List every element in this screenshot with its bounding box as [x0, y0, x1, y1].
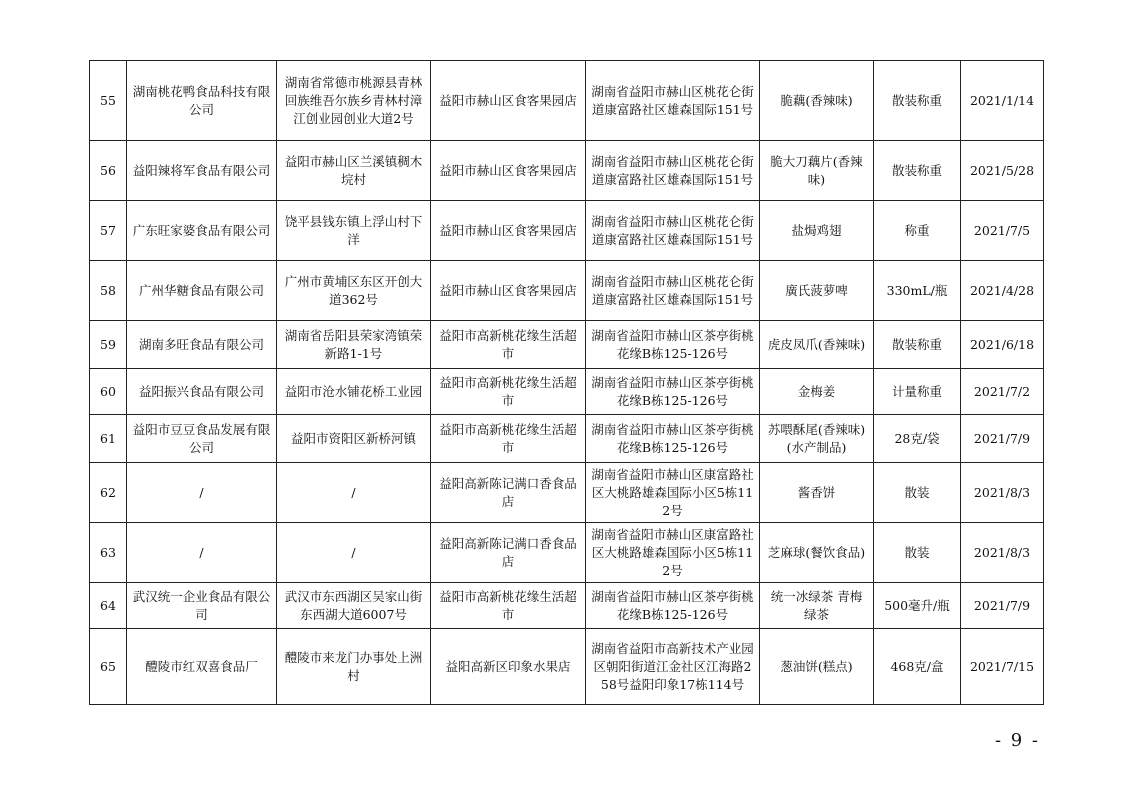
production-date: 2021/7/9: [961, 583, 1044, 629]
product-name: 脆藕(香辣味): [760, 61, 874, 141]
product-spec: 28克/袋: [874, 415, 961, 463]
manufacturer-address: /: [277, 463, 431, 523]
product-name: 统一冰绿茶 青梅绿茶: [760, 583, 874, 629]
product-name: 芝麻球(餐饮食品): [760, 523, 874, 583]
manufacturer-address: 湖南省常德市桃源县青林回族维吾尔族乡青林村漳江创业园创业大道2号: [277, 61, 431, 141]
manufacturer-address: 益阳市赫山区兰溪镇稠木垸村: [277, 141, 431, 201]
row-number: 61: [90, 415, 127, 463]
manufacturer-address: 益阳市资阳区新桥河镇: [277, 415, 431, 463]
product-spec: 计量称重: [874, 369, 961, 415]
seller-address: 湖南省益阳市赫山区桃花仑街道康富路社区雄森国际151号: [586, 261, 760, 321]
seller-address: 湖南省益阳市赫山区桃花仑街道康富路社区雄森国际151号: [586, 141, 760, 201]
row-number: 64: [90, 583, 127, 629]
product-spec: 500毫升/瓶: [874, 583, 961, 629]
seller-name: 益阳市赫山区食客果园店: [431, 201, 586, 261]
row-number: 62: [90, 463, 127, 523]
seller-name: 益阳市高新桃花缘生活超市: [431, 415, 586, 463]
product-spec: 称重: [874, 201, 961, 261]
product-name: 廣氏菠萝啤: [760, 261, 874, 321]
manufacturer-address: /: [277, 523, 431, 583]
inspection-table: [89, 60, 1044, 705]
row-number: 63: [90, 523, 127, 583]
manufacturer-name: 广州华糖食品有限公司: [127, 261, 277, 321]
seller-name: 益阳高新陈记满口香食品店: [431, 463, 586, 523]
seller-address: 湖南省益阳市赫山区茶亭街桃花缘B栋125-126号: [586, 321, 760, 369]
table-row: [90, 523, 1044, 583]
manufacturer-address: 广州市黄埔区东区开创大道362号: [277, 261, 431, 321]
production-date: 2021/7/2: [961, 369, 1044, 415]
table-row: [90, 369, 1044, 415]
product-spec: 330mL/瓶: [874, 261, 961, 321]
table-row: [90, 201, 1044, 261]
seller-name: 益阳市赫山区食客果园店: [431, 261, 586, 321]
product-spec: 散装称重: [874, 141, 961, 201]
seller-name: 益阳高新陈记满口香食品店: [431, 523, 586, 583]
manufacturer-name: 广东旺家婆食品有限公司: [127, 201, 277, 261]
seller-address: 湖南省益阳市高新技术产业园区朝阳街道江金社区江海路258号益阳印象17栋114号: [586, 629, 760, 705]
manufacturer-name: /: [127, 523, 277, 583]
seller-name: 益阳高新区印象水果店: [431, 629, 586, 705]
production-date: 2021/1/14: [961, 61, 1044, 141]
product-spec: 散装称重: [874, 61, 961, 141]
seller-name: 益阳市高新桃花缘生活超市: [431, 583, 586, 629]
seller-name: 益阳市赫山区食客果园店: [431, 141, 586, 201]
row-number: 57: [90, 201, 127, 261]
seller-address: 湖南省益阳市赫山区桃花仑街道康富路社区雄森国际151号: [586, 201, 760, 261]
manufacturer-address: 湖南省岳阳县荣家湾镇荣新路1-1号: [277, 321, 431, 369]
seller-address: 湖南省益阳市赫山区康富路社区大桃路雄森国际小区5栋112号: [586, 463, 760, 523]
product-name: 脆大刀藕片(香辣味): [760, 141, 874, 201]
table-row: [90, 629, 1044, 705]
seller-address: 湖南省益阳市赫山区康富路社区大桃路雄森国际小区5栋112号: [586, 523, 760, 583]
manufacturer-name: /: [127, 463, 277, 523]
manufacturer-address: 益阳市沧水铺花桥工业园: [277, 369, 431, 415]
row-number: 60: [90, 369, 127, 415]
table-row: [90, 321, 1044, 369]
product-name: 金梅姜: [760, 369, 874, 415]
seller-address: 湖南省益阳市赫山区茶亭街桃花缘B栋125-126号: [586, 583, 760, 629]
product-name: 苏喂酥尾(香辣味)(水产制品): [760, 415, 874, 463]
manufacturer-name: 湖南多旺食品有限公司: [127, 321, 277, 369]
row-number: 56: [90, 141, 127, 201]
seller-name: 益阳市高新桃花缘生活超市: [431, 321, 586, 369]
table-row: [90, 61, 1044, 141]
manufacturer-name: 武汉统一企业食品有限公司: [127, 583, 277, 629]
manufacturer-name: 益阳辣将军食品有限公司: [127, 141, 277, 201]
seller-name: 益阳市赫山区食客果园店: [431, 61, 586, 141]
row-number: 58: [90, 261, 127, 321]
manufacturer-name: 益阳振兴食品有限公司: [127, 369, 277, 415]
row-number: 59: [90, 321, 127, 369]
production-date: 2021/8/3: [961, 463, 1044, 523]
production-date: 2021/7/5: [961, 201, 1044, 261]
product-spec: 散装: [874, 523, 961, 583]
production-date: 2021/7/15: [961, 629, 1044, 705]
product-spec: 468克/盒: [874, 629, 961, 705]
product-spec: 散装: [874, 463, 961, 523]
production-date: 2021/5/28: [961, 141, 1044, 201]
manufacturer-address: 武汉市东西湖区吴家山街东西湖大道6007号: [277, 583, 431, 629]
table-row: [90, 141, 1044, 201]
manufacturer-name: 益阳市豆豆食品发展有限公司: [127, 415, 277, 463]
seller-address: 湖南省益阳市赫山区茶亭街桃花缘B栋125-126号: [586, 415, 760, 463]
manufacturer-name: 湖南桃花鸭食品科技有限公司: [127, 61, 277, 141]
product-name: 虎皮凤爪(香辣味): [760, 321, 874, 369]
page-number: - 9 -: [994, 730, 1040, 751]
production-date: 2021/7/9: [961, 415, 1044, 463]
product-name: 酱香饼: [760, 463, 874, 523]
manufacturer-name: 醴陵市红双喜食品厂: [127, 629, 277, 705]
production-date: 2021/4/28: [961, 261, 1044, 321]
seller-address: 湖南省益阳市赫山区茶亭街桃花缘B栋125-126号: [586, 369, 760, 415]
product-spec: 散装称重: [874, 321, 961, 369]
production-date: 2021/6/18: [961, 321, 1044, 369]
row-number: 65: [90, 629, 127, 705]
manufacturer-address: 饶平县钱东镇上浮山村下洋: [277, 201, 431, 261]
seller-address: 湖南省益阳市赫山区桃花仑街道康富路社区雄森国际151号: [586, 61, 760, 141]
table-row: [90, 463, 1044, 523]
table-row: [90, 415, 1044, 463]
product-name: 葱油饼(糕点): [760, 629, 874, 705]
seller-name: 益阳市高新桃花缘生活超市: [431, 369, 586, 415]
product-name: 盐焗鸡翅: [760, 201, 874, 261]
manufacturer-address: 醴陵市来龙门办事处上洲村: [277, 629, 431, 705]
production-date: 2021/8/3: [961, 523, 1044, 583]
row-number: 55: [90, 61, 127, 141]
table-row: [90, 583, 1044, 629]
table-row: [90, 261, 1044, 321]
